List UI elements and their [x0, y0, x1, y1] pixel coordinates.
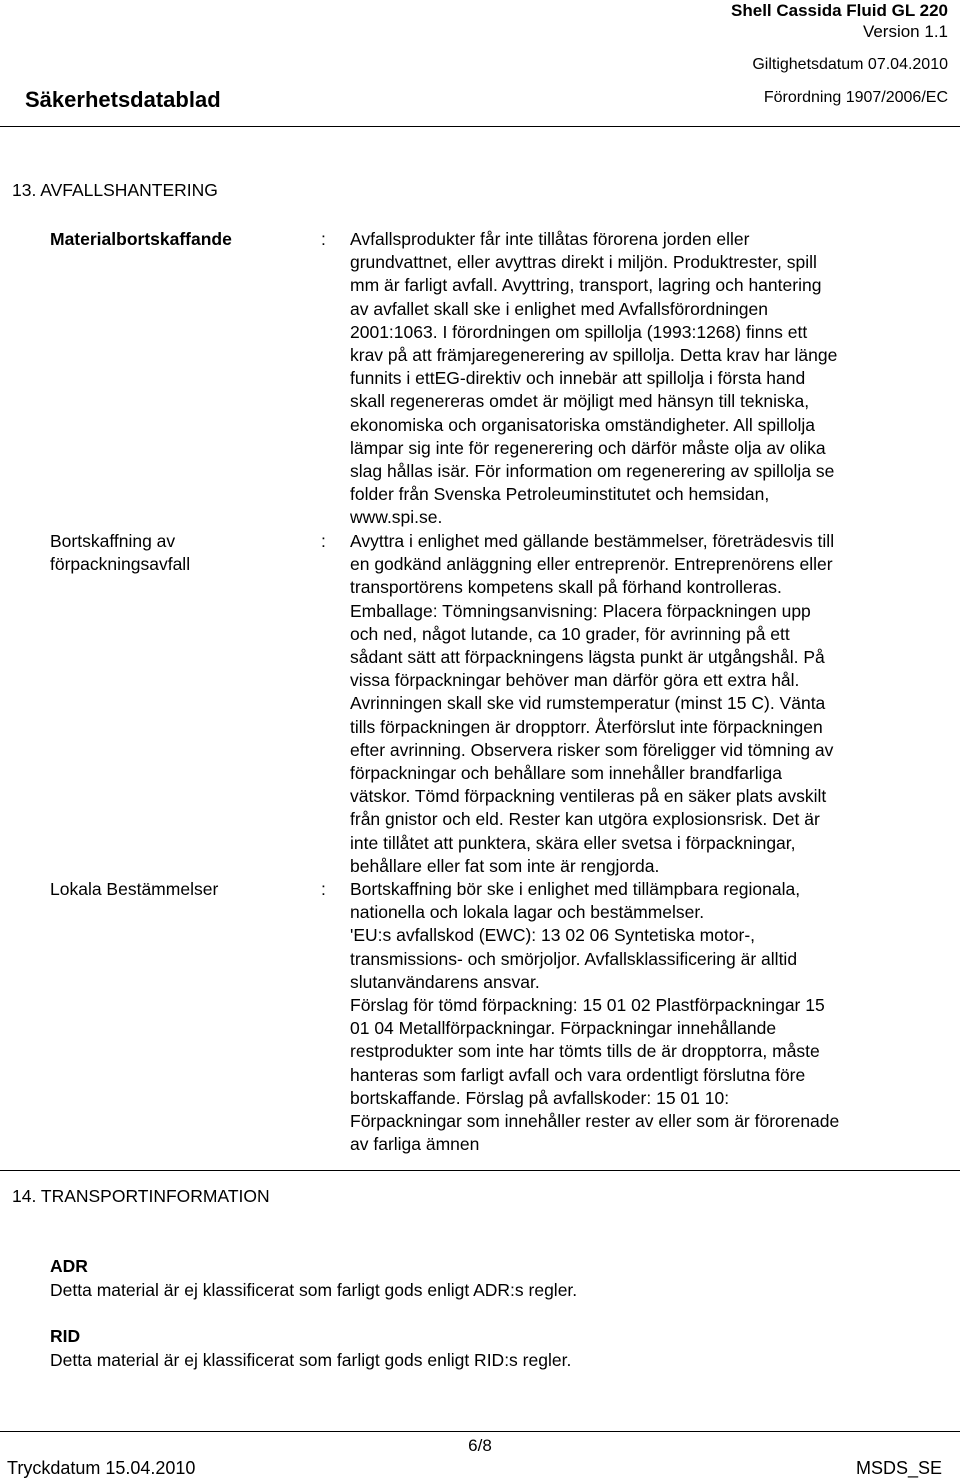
text-line: www.spi.se.	[350, 507, 443, 528]
section-14-title: 14. TRANSPORTINFORMATION	[12, 1186, 270, 1206]
text-line: lämpar sig inte för regenerering och därför måste olja av olika	[350, 437, 826, 458]
text-line: av avfallet skall ske i enlighet med Avfallsförordningen	[350, 298, 768, 319]
text-line: efter avrinning. Observera risker som föreligger vid tömning av	[350, 739, 834, 760]
row-label	[50, 878, 315, 901]
text-line: slutanvändarens ansvar.	[350, 971, 540, 992]
footer-divider	[0, 1431, 960, 1432]
label-line: Lokala Bestämmelser	[50, 879, 219, 899]
text-line: och ned, något lutande, ca 10 grader, för avrinning på ett	[350, 623, 790, 644]
print-date: Tryckdatum 15.04.2010	[7, 1458, 196, 1478]
header-divider	[0, 126, 960, 127]
text-line: en godkänd anläggning eller entreprenör. Entreprenörens eller	[350, 554, 833, 575]
text-line: Emballage: Tömningsanvisning: Placera förpackningen upp	[350, 600, 811, 621]
text-line: restprodukter som inte har tömts tills de är dropptorra, måste	[350, 1041, 820, 1062]
text-line: Avrinningen skall ske vid rumstemperatur (minst 15 C). Vänta	[350, 693, 826, 714]
text-line: Förpackningar som innehåller rester av eller som är förorenade	[350, 1111, 840, 1132]
section-divider	[0, 1170, 960, 1171]
text-line: Bortskaffning bör ske i enlighet med tillämpbara regionala,	[350, 879, 801, 899]
product-name: Shell Cassida Fluid GL 220	[731, 1, 948, 20]
text-line: 'EU:s avfallskod (EWC): 13 02 06 Syntetiska motor-,	[350, 925, 756, 946]
section-13-title: 13. AVFALLSHANTERING	[12, 180, 218, 200]
row-text	[350, 878, 935, 1156]
text-line: bortskaffande. Förslag på avfallskoder: 15 01 10:	[350, 1087, 730, 1108]
text-line: hanteras som farligt avfall och vara ordentligt förslutna före	[350, 1064, 806, 1085]
text-line: inte tillåtet att punktera, skära eller svetsa i förpackningar,	[350, 832, 796, 853]
regulation: Förordning 1907/2006/EC	[763, 89, 948, 106]
text-line: av farliga ämnen	[350, 1134, 480, 1155]
text-line: skall regenereras omdet är möjligt med hänsyn till tekniska,	[350, 391, 810, 412]
adr-text: Detta material är ej klassificerat som farligt gods enligt ADR:s regler.	[50, 1280, 578, 1300]
text-line: krav på att främjaregenerering av spillolja. Detta krav har länge	[350, 345, 838, 366]
text-line: nationella och lokala lagar och bestämmelser.	[350, 902, 705, 923]
text-line: slag hållas isär. För information om regenerering av spillolja se	[350, 461, 835, 482]
text-line: från gnistor och eld. Rester kan utgöra explosionsrisk. Det är	[350, 809, 820, 830]
label-line: förpackningsavfall	[50, 554, 191, 575]
document-title: Säkerhetsdatablad	[25, 87, 221, 112]
text-line: 01 04 Metallförpackningar. Förpackningar innehållande	[350, 1018, 777, 1039]
document-code: MSDS_SE	[855, 1458, 942, 1478]
version: Version 1.1	[862, 22, 948, 41]
text-line: grundvattnet, eller avyttras direkt i miljön. Produktrester, spill	[350, 252, 817, 273]
row-text	[350, 228, 935, 530]
text-line: Avyttra i enlighet med gällande bestämmelser, företrädesvis till	[350, 531, 835, 551]
page-number: 6/8	[468, 1436, 492, 1455]
text-line: behållare eller fat som inte är rengjorda.	[350, 855, 660, 876]
text-line: ekonomiska och organisatoriska omständigheter. All spillolja	[350, 414, 815, 435]
rid-text: Detta material är ej klassificerat som farligt gods enligt RID:s regler.	[50, 1350, 572, 1370]
colon: :	[321, 531, 326, 551]
row-label	[50, 228, 315, 251]
label-line: Bortskaffning av	[50, 531, 176, 551]
text-line: vätskor. Tömd förpackning ventileras på en säker plats avskilt	[350, 786, 827, 807]
colon: :	[321, 879, 326, 899]
text-line: folder från Svenska Petroleuminstitutet och hemsidan,	[350, 484, 770, 505]
text-line: Avfallsprodukter får inte tillåtas förorena jorden eller	[350, 229, 750, 249]
text-line: sådant sätt att förpackningens lägsta punkt är utgångshål. På	[350, 647, 825, 668]
validity-date: Giltighetsdatum 07.04.2010	[752, 56, 948, 73]
text-line: transportörens kompetens skall på förhand kontrolleras.	[350, 577, 782, 598]
text-line: funnits i ettEG-direktiv och innebär att spillolja i första hand	[350, 368, 806, 389]
text-line: förpackningar och behållare som innehåller brandfarliga	[350, 763, 782, 784]
label-line: Materialbortskaffande	[50, 229, 232, 249]
row-text	[350, 530, 935, 878]
text-line: Förslag för tömd förpackning: 15 01 02 Plastförpackningar 15	[350, 995, 825, 1016]
text-line: tills förpackningen är dropptorr. Återförslut inte förpackningen	[350, 716, 823, 737]
colon: :	[321, 229, 326, 249]
text-line: mm är farligt avfall. Avyttring, transport, lagring och hantering	[350, 275, 822, 296]
rid-heading: RID	[50, 1326, 81, 1346]
adr-heading: ADR	[50, 1256, 88, 1276]
row-label	[50, 530, 315, 576]
text-line: vissa förpackningar behöver man därför göra ett extra hål.	[350, 670, 800, 691]
text-line: transmissions- och smörjoljor. Avfallsklassificering är alltid	[350, 948, 798, 969]
text-line: 2001:1063. I förordningen om spillolja (1993:1268) finns ett	[350, 321, 808, 342]
